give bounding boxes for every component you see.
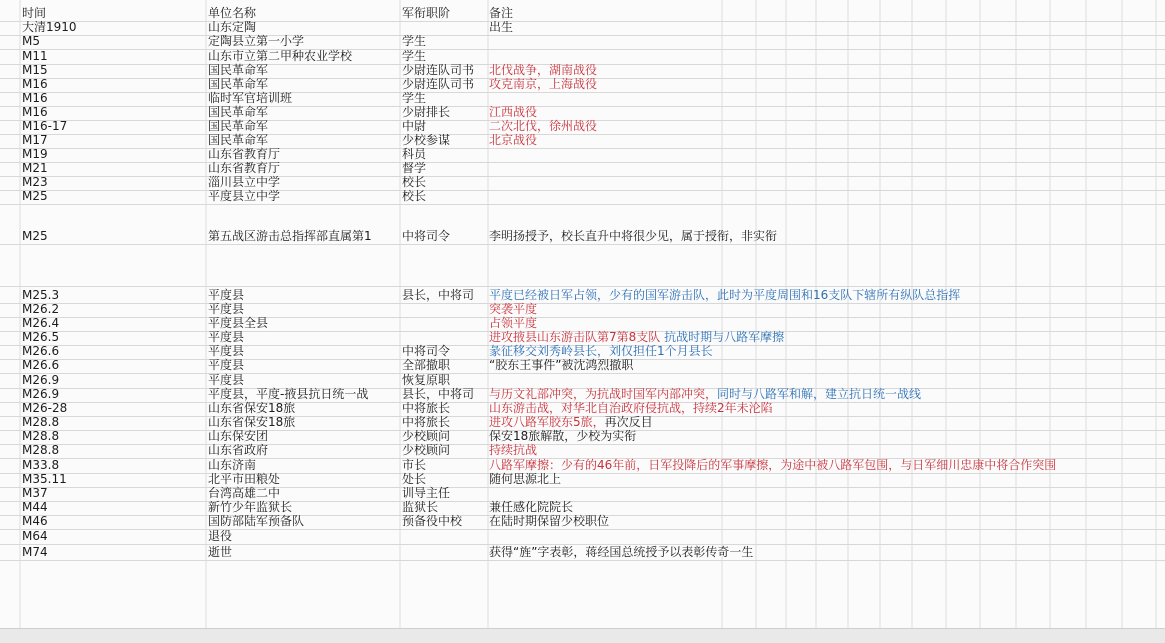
cell-rank[interactable]: 恢复原职 — [402, 373, 451, 387]
header-cell-notes[interactable]: 备注 — [489, 6, 514, 20]
cell-notes[interactable]: 持续抗战 — [489, 443, 538, 457]
cell-notes[interactable]: 获得“旌”字表彰，蒋经国总统授予以表彰传奇一生 — [489, 545, 754, 559]
cell-notes[interactable] — [489, 330, 1165, 344]
table-row — [0, 244, 1165, 287]
cell-rank[interactable]: 科员 — [402, 147, 427, 161]
cell-time[interactable]: M26-28 — [22, 401, 68, 415]
cell-notes[interactable]: 彖征移交刘秀岭县长，刘仅担任1个月县长 — [489, 344, 713, 358]
table-row — [0, 190, 1165, 205]
cell-time[interactable]: M16 — [22, 77, 48, 91]
cell-time[interactable]: M33.8 — [22, 458, 60, 472]
cell-time[interactable]: M44 — [22, 500, 48, 514]
cell-time[interactable]: M23 — [22, 175, 48, 189]
cell-time[interactable]: M35.11 — [22, 472, 67, 486]
cell-unit[interactable]: 山东定陶 — [208, 20, 257, 34]
cell-rank[interactable]: 中尉 — [402, 119, 427, 133]
notes-segment: 再次反目 — [604, 415, 653, 429]
cell-time[interactable]: M26.9 — [22, 387, 60, 401]
cell-unit[interactable]: 山东省教育厅 — [208, 147, 281, 161]
cell-unit[interactable]: 平度县 — [208, 330, 245, 344]
notes-segment: 进攻掖县山东游击队第7第8支队 — [489, 330, 665, 344]
cell-notes[interactable]: 突袭平度 — [489, 302, 538, 316]
cell-rank[interactable]: 训导主任 — [402, 486, 451, 500]
cell-rank[interactable]: 县长，中将司 — [402, 387, 475, 401]
cell-rank[interactable]: 少校顾问 — [402, 429, 451, 443]
cell-time[interactable]: M5 — [22, 34, 40, 48]
cell-unit[interactable]: 台湾高雄二中 — [208, 486, 281, 500]
cell-unit[interactable]: 国民革命军 — [208, 105, 269, 119]
cell-unit[interactable]: 平度县 — [208, 288, 245, 302]
cell-unit[interactable]: 山东市立第二甲种农业学校 — [208, 49, 353, 63]
notes-segment: 与历文礼部冲突，为抗战时国军内部冲突， — [489, 387, 718, 401]
cell-rank[interactable]: 全部撤职 — [402, 358, 451, 372]
cell-time[interactable]: M46 — [22, 514, 48, 528]
cell-rank[interactable]: 学生 — [402, 34, 427, 48]
cell-unit[interactable]: 第五战区游击总指挥部直属第1 — [208, 229, 372, 243]
cell-time[interactable]: M28.8 — [22, 443, 60, 457]
cell-notes[interactable]: 李明扬授予，校长直升中将很少见，属于授衔，非实衔 — [489, 229, 778, 243]
cell-rank[interactable]: 学生 — [402, 91, 427, 105]
cell-time[interactable]: M26.4 — [22, 316, 60, 330]
table-row — [0, 35, 1165, 50]
cell-unit[interactable]: 新竹少年监狱长 — [208, 500, 293, 514]
cell-unit[interactable]: 平度县全县 — [208, 316, 269, 330]
cell-time[interactable]: M26.9 — [22, 373, 60, 387]
cell-rank[interactable]: 监狱长 — [402, 500, 439, 514]
cell-time[interactable]: M16-17 — [22, 119, 68, 133]
cell-rank[interactable]: 县长，中将司 — [402, 288, 475, 302]
cell-notes[interactable]: 江西战役 — [489, 105, 538, 119]
cell-unit[interactable]: 平度县 — [208, 344, 245, 358]
cell-notes[interactable]: 占领平度 — [489, 316, 538, 330]
cell-unit[interactable]: 山东济南 — [208, 458, 257, 472]
cell-rank[interactable]: 校长 — [402, 189, 427, 203]
cell-unit[interactable]: 逝世 — [208, 545, 233, 559]
cell-rank[interactable]: 中将司令 — [402, 344, 451, 358]
cell-rank[interactable]: 处长 — [402, 472, 427, 486]
cell-unit[interactable]: 国民革命军 — [208, 133, 269, 147]
cell-unit[interactable]: 退役 — [208, 529, 233, 543]
cell-unit[interactable]: 平度县立中学 — [208, 189, 281, 203]
cell-rank[interactable]: 中将旅长 — [402, 401, 451, 415]
cell-unit[interactable]: 山东省政府 — [208, 443, 269, 457]
cell-unit[interactable]: 平度县 — [208, 358, 245, 372]
cell-time[interactable]: M26.6 — [22, 358, 60, 372]
cell-notes[interactable]: 平度已经被日军占领，少有的国军游击队，此时为平度周围和16支队下辖所有纵队总指挥 — [489, 288, 961, 302]
table-row — [0, 444, 1165, 459]
cell-time[interactable]: M26.2 — [22, 302, 60, 316]
cell-rank[interactable]: 少校顾问 — [402, 443, 451, 457]
cell-rank[interactable]: 学生 — [402, 49, 427, 63]
cell-time[interactable]: M25.3 — [22, 288, 60, 302]
sheet-bottom-bar — [0, 628, 1165, 643]
cell-rank[interactable]: 少尉连队司书 — [402, 77, 475, 91]
cell-time[interactable]: M28.8 — [22, 429, 60, 443]
cell-time[interactable]: M25 — [22, 189, 48, 203]
cell-notes[interactable]: 出生 — [489, 20, 514, 34]
cell-unit[interactable]: 临时军官培训班 — [208, 91, 293, 105]
cell-time[interactable]: M16 — [22, 91, 48, 105]
cell-notes[interactable]: “胶东王事件”被沈鸿烈撤职 — [489, 358, 634, 372]
table-row — [0, 204, 1165, 245]
cell-rank[interactable]: 督学 — [402, 161, 427, 175]
cell-notes[interactable]: 在陆时期保留少校职位 — [489, 514, 610, 528]
cell-notes[interactable]: 兼任感化院院长 — [489, 500, 574, 514]
table-row — [0, 529, 1165, 545]
cell-time[interactable]: M26.6 — [22, 344, 60, 358]
cell-notes[interactable]: 攻克南京，上海战役 — [489, 77, 598, 91]
notes-segment: 进攻八路军胶东5旅， — [489, 415, 605, 429]
table-row — [0, 515, 1165, 530]
notes-segment: 同时与八路军和解，建立抗日统一战线 — [717, 387, 922, 401]
notes-segment: 抗战时期与八路军摩擦 — [664, 330, 785, 344]
cell-unit[interactable]: 定陶县立第一小学 — [208, 34, 305, 48]
cell-unit[interactable]: 平度县，平度-掖县抗日统一战 — [208, 387, 369, 401]
cell-unit[interactable]: 淄川县立中学 — [208, 175, 281, 189]
cell-unit[interactable]: 北平市田粮处 — [208, 472, 281, 486]
cell-unit[interactable]: 平度县 — [208, 373, 245, 387]
cell-rank[interactable]: 中将旅长 — [402, 415, 451, 429]
cell-notes[interactable]: 保安18旅解散，少校为实衔 — [489, 429, 637, 443]
cell-time[interactable]: M21 — [22, 161, 48, 175]
cell-notes[interactable]: 北伐战争，湖南战役 — [489, 63, 598, 77]
cell-unit[interactable]: 山东省教育厅 — [208, 161, 281, 175]
cell-unit[interactable]: 国民革命军 — [208, 119, 269, 133]
cell-unit[interactable]: 国防部陆军预备队 — [208, 514, 305, 528]
header-cell-time[interactable]: 时间 — [22, 6, 47, 20]
cell-rank[interactable]: 少尉连队司书 — [402, 63, 475, 77]
cell-rank[interactable]: 预备役中校 — [402, 514, 463, 528]
cell-unit[interactable]: 山东省保安18旅 — [208, 401, 296, 415]
cell-time[interactable]: M74 — [22, 545, 48, 559]
table-row — [0, 359, 1165, 374]
cell-rank[interactable]: 市长 — [402, 458, 427, 472]
header-cell-rank[interactable]: 军衔职阶 — [402, 6, 451, 20]
header-cell-unit[interactable]: 单位名称 — [208, 6, 257, 20]
cell-notes[interactable] — [489, 387, 1165, 401]
cell-time[interactable]: M25 — [22, 229, 48, 243]
cell-time[interactable]: 大清1910 — [22, 20, 77, 34]
cell-time[interactable]: M19 — [22, 147, 48, 161]
cell-notes[interactable]: 随何思源北上 — [489, 472, 562, 486]
cell-time[interactable]: M28.8 — [22, 415, 60, 429]
cell-notes[interactable]: 八路军摩擦：少有的46年前，日军投降后的军事摩擦，为途中被八路军包围，与日军细川忠康中将合作突围 — [489, 458, 1057, 472]
cell-time[interactable]: M17 — [22, 133, 48, 147]
cell-unit[interactable]: 山东保安团 — [208, 429, 269, 443]
cell-time[interactable]: M26.5 — [22, 330, 60, 344]
cell-notes[interactable]: 山东游击战，对华北自治政府侵抗战，持续2年未沦陷 — [489, 401, 773, 415]
cell-rank[interactable]: 校长 — [402, 175, 427, 189]
cell-unit[interactable]: 国民革命军 — [208, 63, 269, 77]
cell-notes[interactable]: 北京战役 — [489, 133, 538, 147]
cell-unit[interactable]: 国民革命军 — [208, 77, 269, 91]
cell-time[interactable]: M37 — [22, 486, 48, 500]
cell-rank[interactable]: 少尉排长 — [402, 105, 451, 119]
cell-unit[interactable]: 平度县 — [208, 302, 245, 316]
cell-unit[interactable]: 山东省保安18旅 — [208, 415, 296, 429]
cell-time[interactable]: M64 — [22, 529, 48, 543]
cell-rank[interactable]: 中将司令 — [402, 229, 451, 243]
cell-time[interactable]: M15 — [22, 63, 48, 77]
table-row — [0, 544, 1165, 561]
cell-time[interactable]: M11 — [22, 49, 48, 63]
cell-time[interactable]: M16 — [22, 105, 48, 119]
cell-notes[interactable]: 二次北伐，徐州战役 — [489, 119, 598, 133]
cell-notes[interactable] — [489, 415, 1165, 429]
cell-rank[interactable]: 少校参谋 — [402, 133, 451, 147]
